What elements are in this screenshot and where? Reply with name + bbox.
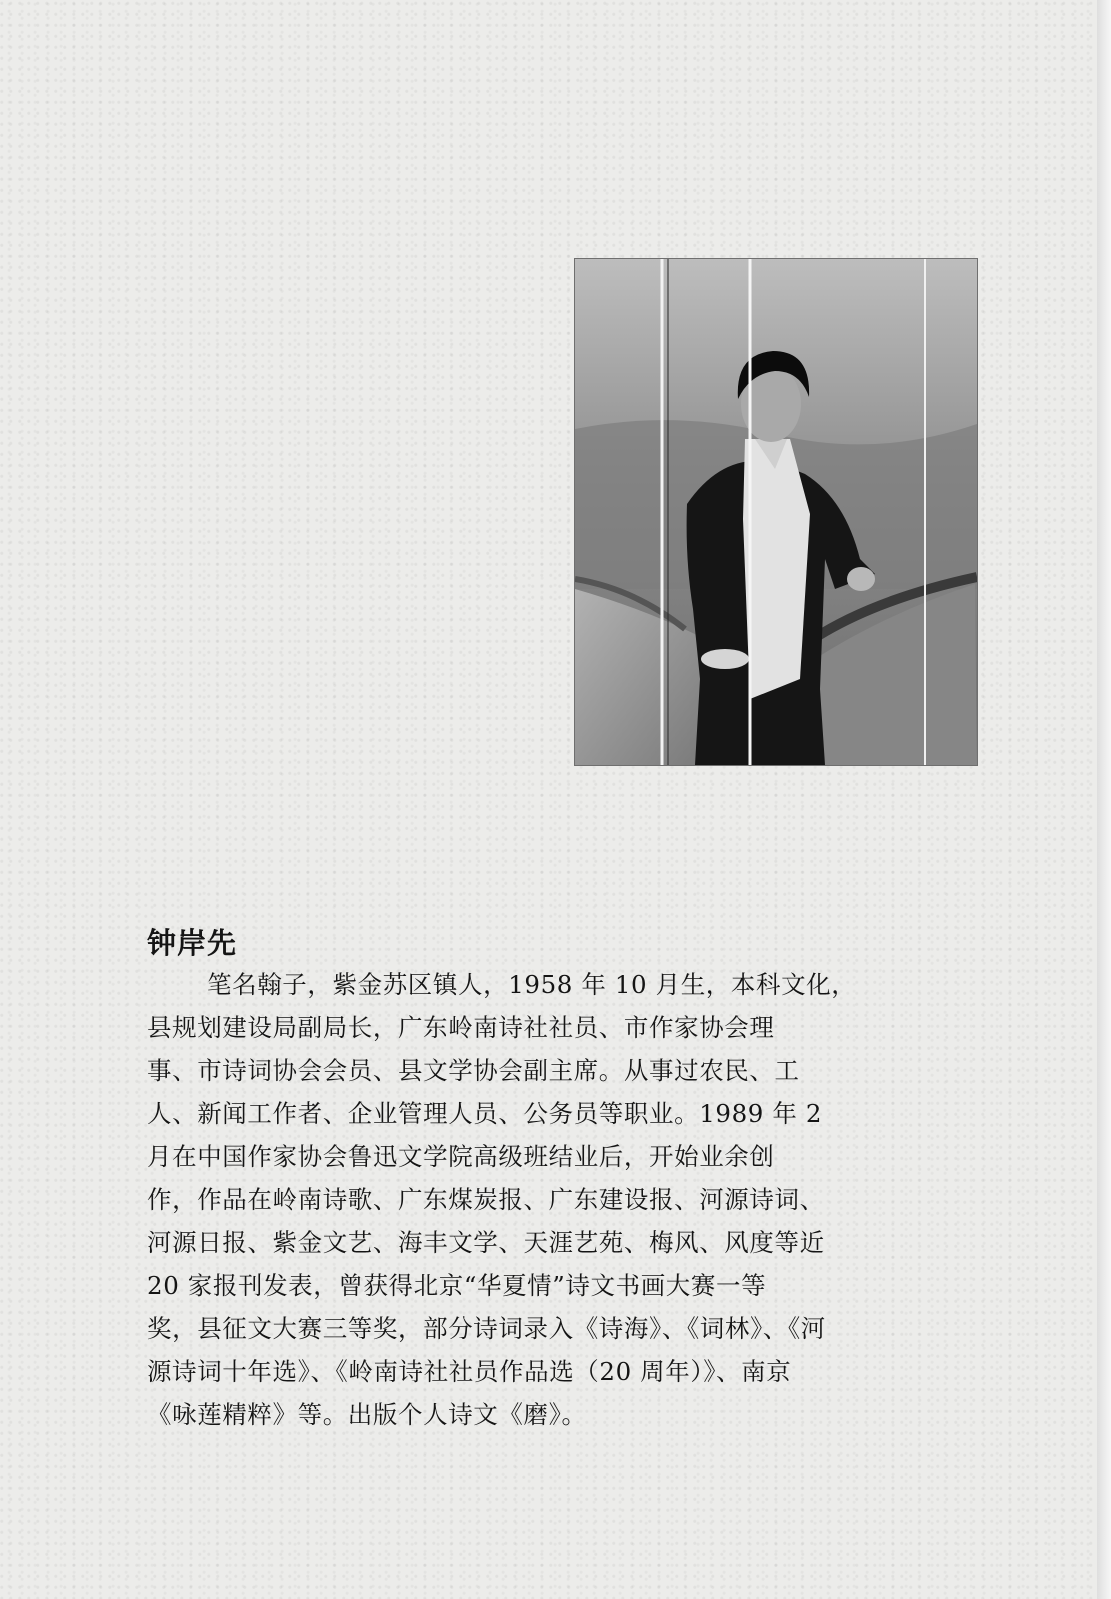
biography <box>147 963 887 1436</box>
bio-line: 事、市诗词协会会员、县文学协会副主席。从事过农民、工 <box>147 1056 800 1085</box>
bio-line: 奖，县征文大赛三等奖，部分诗词录入《诗海》、《词林》、《河 <box>147 1314 826 1343</box>
portrait-photo <box>574 258 978 766</box>
bio-line: 源诗词十年选》、《岭南诗社社员作品选（20 周年）》、南京 <box>147 1357 792 1386</box>
bio-line: 笔名翰子，紫金苏区镇人，1958 年 10 月生，本科文化， <box>207 970 857 999</box>
bio-line: 县规划建设局副局长，广东岭南诗社社员、市作家协会理 <box>147 1013 775 1042</box>
bio-line: 河源日报、紫金文艺、海丰文学、天涯艺苑、梅风、风度等近 <box>147 1228 825 1257</box>
bio-line: 月在中国作家协会鲁迅文学院高级班结业后，开始业余创 <box>147 1142 775 1171</box>
bio-line: 人、新闻工作者、企业管理人员、公务员等职业。1989 年 2 <box>147 1099 823 1128</box>
page-edge <box>1097 0 1111 1599</box>
bio-line: 作，作品在岭南诗歌、广东煤炭报、广东建设报、河源诗词、 <box>147 1185 825 1214</box>
person-name: 钟岸先 <box>147 926 238 960</box>
bio-line: 20 家报刊发表，曾获得北京“华夏情”诗文书画大赛一等 <box>147 1271 767 1300</box>
bio-line: 《咏莲精粹》等。出版个人诗文《磨》。 <box>147 1400 587 1429</box>
